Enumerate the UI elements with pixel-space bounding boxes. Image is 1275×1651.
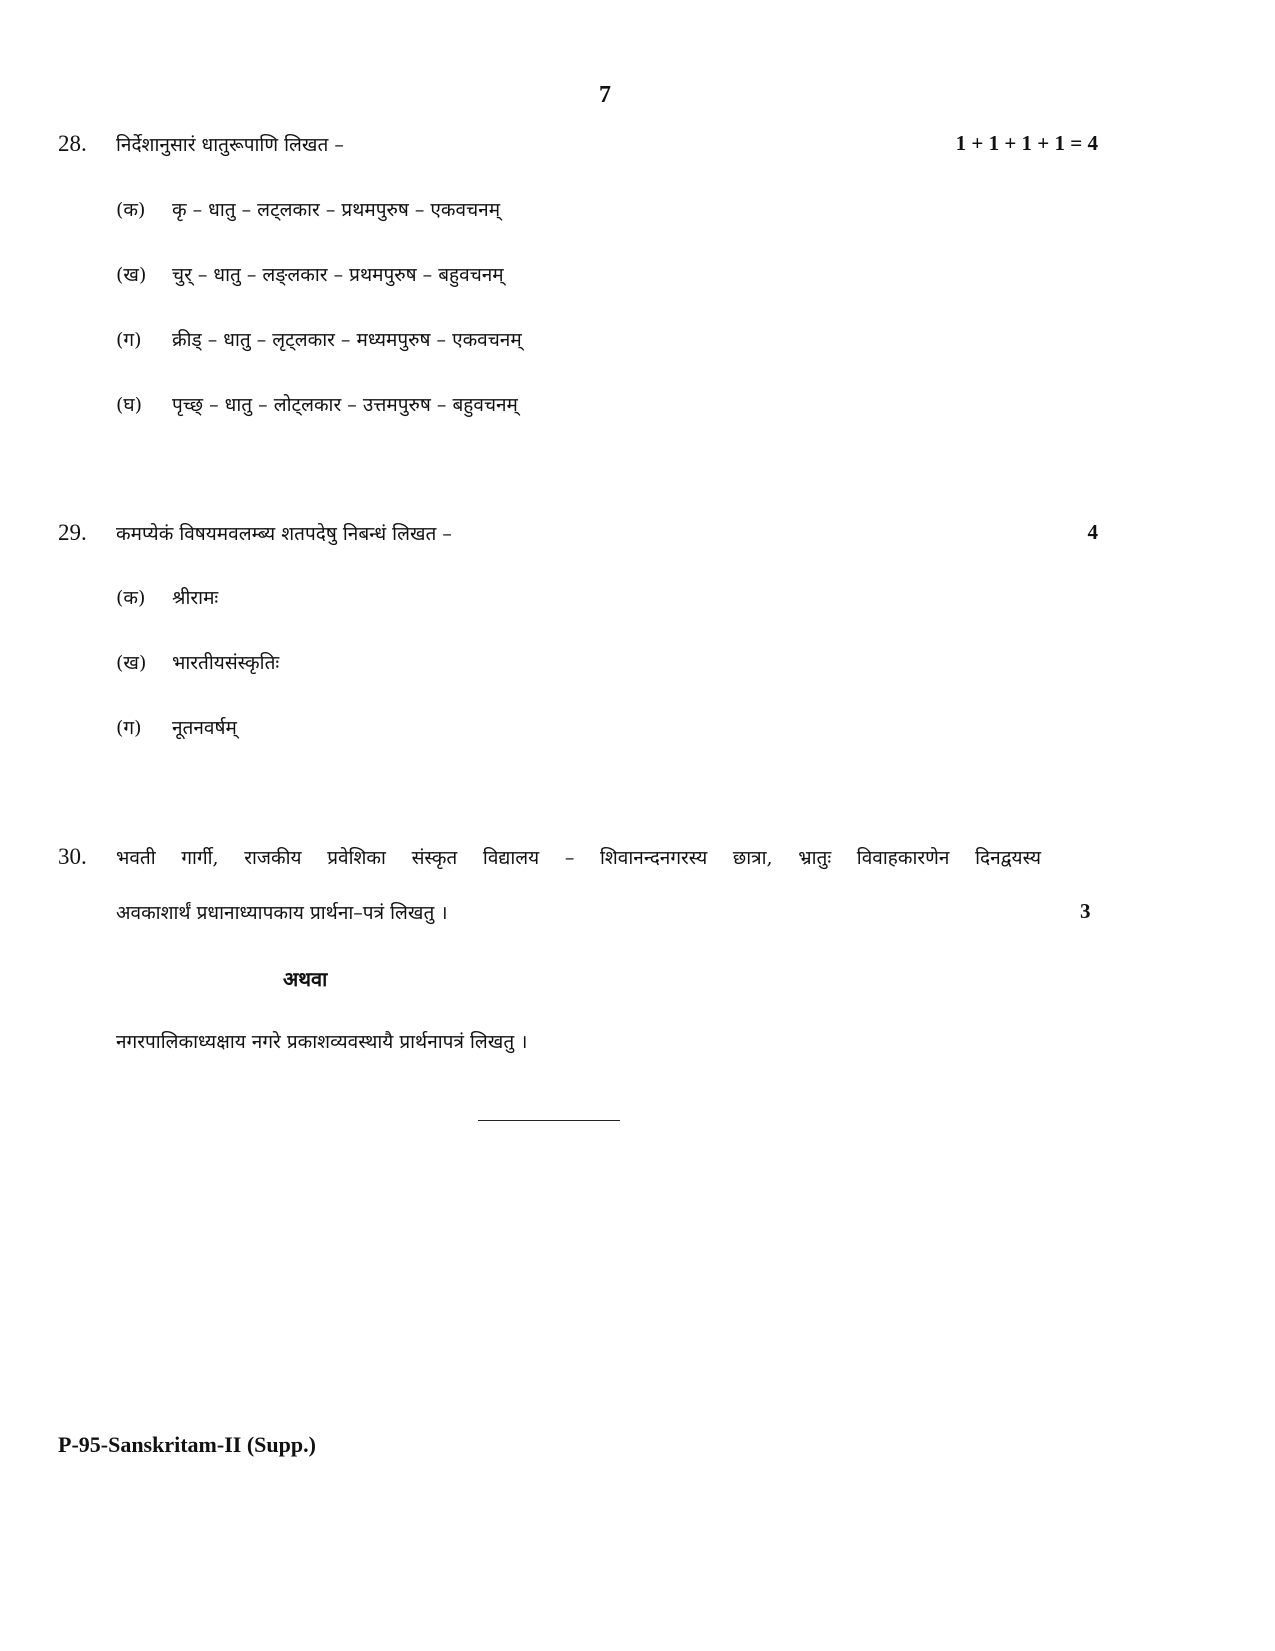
option-label: (ख)	[116, 264, 147, 286]
option-label: (ख)	[116, 652, 147, 674]
option-ga	[116, 714, 237, 750]
option-ka	[116, 196, 500, 232]
page-number: 7	[599, 82, 611, 108]
option-kha	[116, 261, 504, 297]
option-gha	[116, 391, 518, 427]
question-28	[58, 131, 1098, 171]
or-label: अथवा	[283, 967, 328, 991]
option-label: (क)	[116, 587, 146, 609]
option-kha	[116, 649, 279, 685]
option-text: नूतनवर्षम्	[172, 717, 237, 739]
option-label: (क)	[116, 199, 146, 221]
option-label: (घ)	[116, 394, 143, 416]
option-ka	[116, 584, 218, 620]
option-text: कृ – धातु – लट्लकार – प्रथमपुरुष – एकवचनम्	[172, 199, 501, 221]
question-marks: 3	[1080, 899, 1091, 923]
option-label: (ग)	[116, 717, 142, 739]
question-number: 29.	[58, 520, 87, 545]
question-text-line-1: भवती गार्गी, राजकीय प्रवेशिका संस्कृत विद्यालय – शिवानन्दनगरस्य छात्रा, भ्रातुः विवाहकारणेन दिनद्वयस्य	[116, 847, 1041, 869]
question-marks: 4	[1087, 520, 1098, 544]
question-marks: 1 + 1 + 1 + 1 = 4	[955, 131, 1098, 155]
alternative-question: नगरपालिकाध्यक्षाय नगरे प्रकाशव्यवस्थायै प्रार्थनापत्रं लिखतु ।	[116, 1031, 528, 1053]
question-text: निर्देशानुसारं धातुरूपाणि लिखत –	[116, 134, 344, 156]
question-text-line-2: अवकाशार्थं प्रधानाध्यापकाय प्रार्थना–पत्रं लिखतु ।	[116, 902, 448, 924]
question-29	[58, 520, 1098, 560]
option-ga	[116, 326, 522, 362]
option-text: चुर् – धातु – लङ्लकार – प्रथमपुरुष – बहुवचनम्	[172, 264, 504, 286]
option-text: क्रीड् – धातु – लृट्लकार – मध्यमपुरुष – एकवचनम्	[172, 329, 522, 351]
paper-code: P-95-Sanskritam-II (Supp.)	[58, 1432, 316, 1457]
question-number: 28.	[58, 131, 87, 156]
option-text: पृच्छ् – धातु – लोट्लकार – उत्तमपुरुष – बहुवचनम्	[172, 394, 518, 416]
option-label: (ग)	[116, 329, 142, 351]
question-text: कमप्येकं विषयमवलम्ब्य शतपदेषु निबन्धं लिखत –	[116, 523, 452, 545]
option-text: श्रीरामः	[172, 587, 219, 609]
question-number: 30.	[58, 844, 87, 869]
option-text: भारतीयसंस्कृतिः	[172, 652, 280, 674]
end-divider	[478, 1120, 620, 1121]
